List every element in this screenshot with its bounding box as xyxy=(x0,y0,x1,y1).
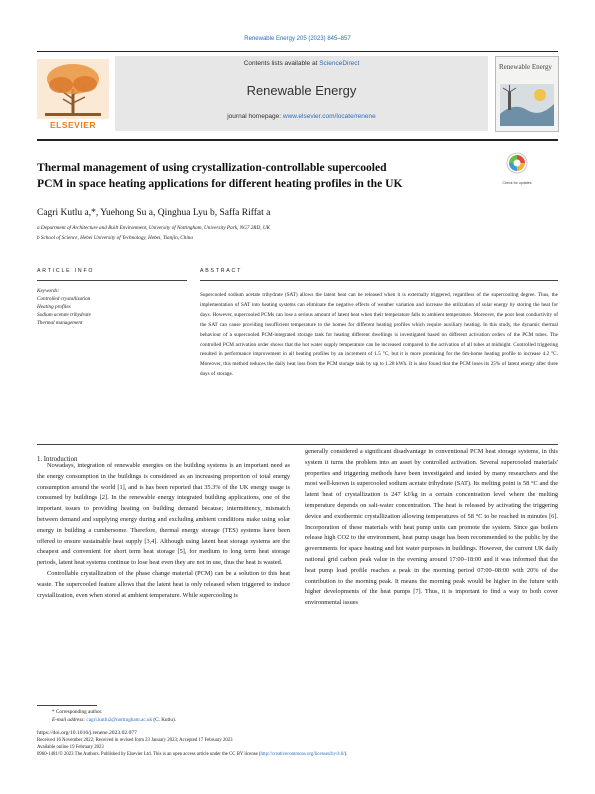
keyword-item: Controlled crystallization xyxy=(37,296,91,302)
paragraph: generally considered a significant disadvantage in conventional PCM heat storage systems, in this system it turns the problem into an asset by controlled activation. Several supercooled materials' properties and triggering methods have been investigated and tested by many researchers and the most well-known is supercooled sodium acetate trihydrate (SAT). Its melting point is 58 °C and the latent heat of crystallization is 247 kJ/kg in a certain concentration level where the melting temperature depends on salt-water concentration. The heat is released by activating the triggering device and exothermic crystallization allowing temperatures of 58 °C to be reached in minutes [6]. Incorporation of these materials with heat pump units can promote the system. Since gas boilers release high CO2 to the environment, heat pump usage has been recommended to the public by the governments for space heating and hot water purposes in buildings. However, the current UK daily national grid carbon peak value in the evening around 17:00–18:00 and it was informed that the heat pump load profile reaches a peak in the morning period 07:00–08:00 with 20% of the contribution to the morning peak. It means the morning peak would be higher in the future with higher developments of the heat pumps [7]. Thus, it is important to find a way to both cover environmental issues xyxy=(305,448,558,607)
article-title-line-1: Thermal management of using crystallization-controllable supercooled xyxy=(37,161,387,174)
article-info-label: ARTICLE INFO xyxy=(37,268,95,274)
keyword-item: Sodium acetate trihydrate xyxy=(37,312,91,318)
license-prefix: 0960-1481/© 2023 The Authors. Published by Elsevier Ltd. This is an open access article under the CC BY license ( xyxy=(37,752,261,757)
abstract-label: ABSTRACT xyxy=(200,268,243,274)
article-info-rule xyxy=(37,280,187,281)
email-note xyxy=(52,717,176,723)
affiliation-a: a Department of Architecture and Built Environment, University of Nottingham, University Park, NG7 2RD, UK xyxy=(37,225,271,231)
article-title-line-2: PCM in space heating applications for different heating profiles in the UK xyxy=(37,177,403,190)
body-column-right xyxy=(305,447,558,609)
cover-title: Renewable Energy xyxy=(499,63,552,71)
homepage-link[interactable]: www.elsevier.com/locate/renene xyxy=(282,113,376,120)
section-heading-introduction: 1. Introduction xyxy=(37,456,78,463)
license-line xyxy=(37,752,562,757)
paragraph: Nowadays, integration of renewable energies on the building systems is an important need as the energy consumption in the buildings is considered as an increasing proportion of total energy consumption around the world [1], and is has been reported that 35.3% of the UK energy usage is consumed by buildings [2]. In the renewable energy integrated building applications, one of the important issues to providing heating on building demand because; intermittency, mismatch between demand and supplying energy during and excluding ambient conditions make using solar energy in building a cumbersome. Therefore, thermal energy storage (TES) systems have been offered to ensure sustainable heat supply [3,4]. Although using latent heat storage systems are the cheapest and convenient for short term heat storage [5], for medium to long term heat storage periods, latent heat systems continue to lose heat even they are not in use, thus the heat is wasted. xyxy=(37,462,290,567)
check-for-updates-label: Check for updates xyxy=(502,181,532,185)
body-column-left xyxy=(37,461,290,601)
article-title xyxy=(37,160,492,192)
available-online: Available online 19 February 2023 xyxy=(37,745,104,750)
publisher-name: ELSEVIER xyxy=(49,120,97,130)
paragraph: Controllable crystallization of the phase change material (PCM) can be a solution to this heat waste. The supercooled feature allows that the latent heat is only released when triggered to induce crystallization, even when stored at ambient temperature. While supercooling is xyxy=(37,569,290,599)
author-list: Cagri Kutlu a,*, Yuehong Su a, Qinghua Lyu b, Saffa Riffat a xyxy=(37,208,271,218)
contents-line xyxy=(115,60,488,67)
abstract-rule xyxy=(200,280,558,281)
elsevier-tree-logo xyxy=(37,59,109,119)
homepage-prefix: journal homepage: xyxy=(227,113,283,120)
footnote-rule xyxy=(37,705,97,706)
abstract-bottom-rule xyxy=(37,444,558,445)
license-suffix: ). xyxy=(344,752,348,757)
affiliation-b: b School of Science, Hebei University of Technology, Hebei, Tianjin, China xyxy=(37,235,193,241)
keyword-item: Heating profiles xyxy=(37,304,71,310)
license-link[interactable]: http://creativecommons.org/licenses/by/4.0/ xyxy=(260,752,345,757)
header-divider xyxy=(37,139,558,141)
cover-artwork-icon xyxy=(500,84,554,126)
email-prefix: E-mail address: xyxy=(52,717,87,723)
doi-link[interactable]: https://doi.org/10.1016/j.renene.2023.02.077 xyxy=(37,730,137,736)
homepage-line xyxy=(115,113,488,120)
email-link[interactable]: cagri.kutlu2@nottingham.ac.uk xyxy=(86,717,153,723)
received-dates: Received 16 November 2022; Received in revised form 23 January 2023; Accepted 17 February 2023 xyxy=(37,738,233,743)
contents-prefix: Contents lists available at xyxy=(243,60,320,67)
check-for-updates-icon[interactable] xyxy=(504,152,530,182)
abstract-text: Supercooled sodium acetate trihydrate (SAT) allows the latent heat can be released when it is externally triggered, regardless of the supercooling degree. Thus, the implementation of SAT into heating systems can eliminate the negative effects of weather variation and increase the utilization of solar energy by storing the heat for days. However, supercooled PCMs can lose a serious amount of latent heat when their temperature falls to ambient temperature. Moreover, the poor heat conductivity of the SAT can cause providing insufficient temperature to the homes for different heating profiles which require auxiliary heating. In this study, the dynamic thermal behaviour of a supercooled PCM-integrated storage tank for heating different dwellings is investigated based on different activation orders of the PCM tubes. The controlled PCM activation order shows that the hot water supply temperature can be increased compared to the activation of all tubes at midnight. Controlled triggering resulted in performance improvement in all heating profiles by an increment of 1.5 °C, but it is more promising for the 6m-home heating profile to increase 4.2 °C. Moreover, this method reduces the daily heat loss from the PCM storage tank by up to 1.28 kWh. It is also found that the PCM loses its 25% of latent energy after three days of storage. xyxy=(200,292,558,378)
keywords-label: Keywords: xyxy=(37,288,60,294)
journal-reference[interactable]: Renewable Energy 205 (2023) 845–857 xyxy=(244,36,351,42)
corresponding-author-note: * Corresponding author. xyxy=(52,709,103,715)
sciencedirect-link[interactable]: ScienceDirect xyxy=(319,60,360,67)
header-rule xyxy=(37,51,558,52)
email-suffix: (C. Kutlu). xyxy=(152,717,177,723)
keyword-item: Thermal management xyxy=(37,320,83,326)
journal-title: Renewable Energy xyxy=(246,83,357,98)
